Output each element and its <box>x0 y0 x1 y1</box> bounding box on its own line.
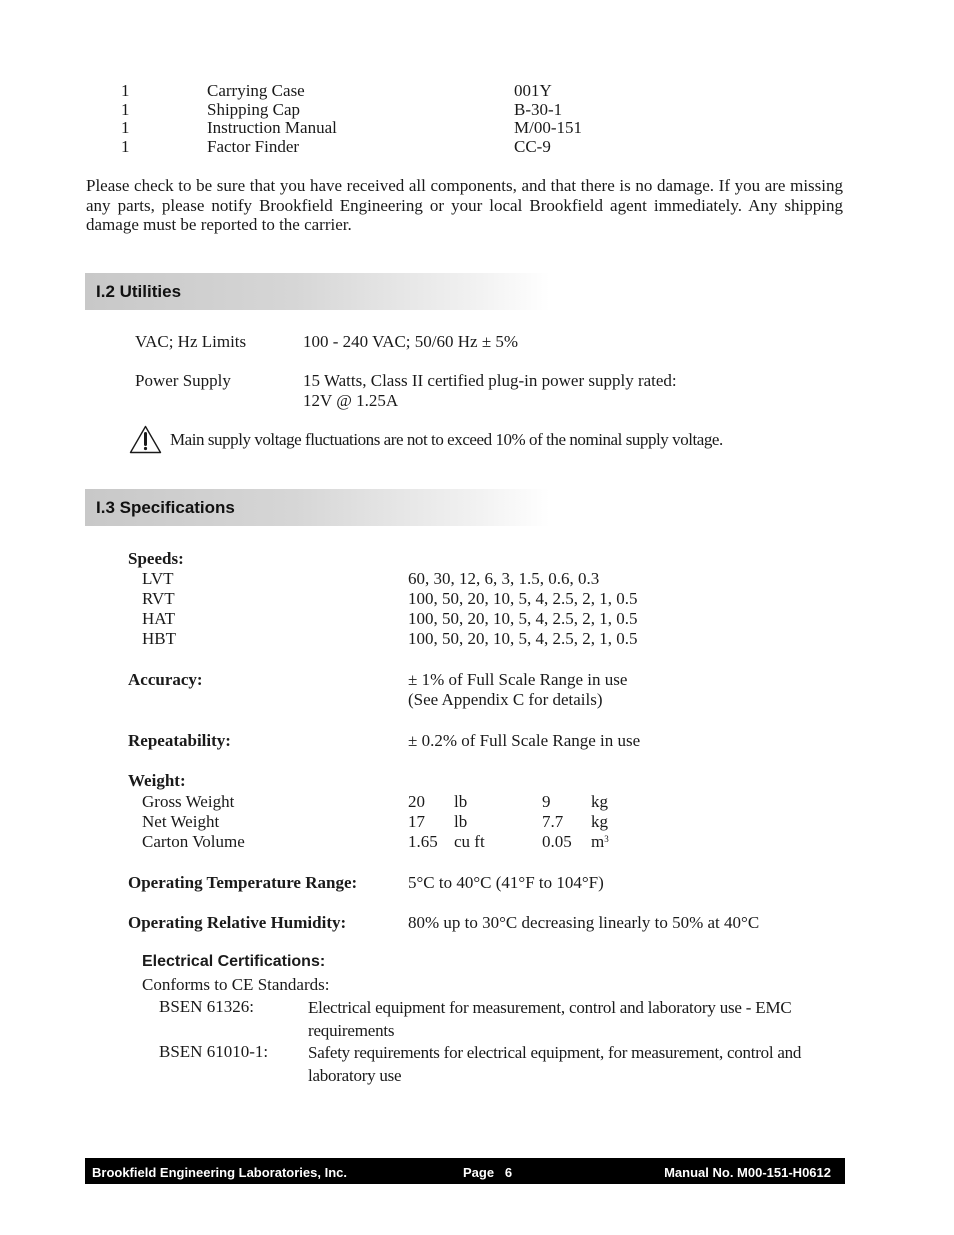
footer-manual-number: Manual No. M00-151-H0612 <box>664 1165 831 1180</box>
parts-number: CC-9 <box>514 137 551 156</box>
parts-name: Shipping Cap <box>207 100 301 119</box>
utility-value: 15 Watts, Class II certified plug-in power supply rated: <box>303 371 677 390</box>
weight-unit-imperial: lb <box>454 792 468 811</box>
humidity-value: 80% up to 30°C decreasing linearly to 50% at 40°C <box>408 913 760 932</box>
weight-name: Carton Volume <box>142 832 245 851</box>
unit-superscript: 3 <box>604 834 609 844</box>
standard-description: Safety requirements for electrical equipment, for measurement, control and laboratory use <box>308 1043 802 1085</box>
accuracy-value: ± 1% of Full Scale Range in use <box>408 670 628 689</box>
electrical-certifications-label: Electrical Certifications: <box>142 953 326 970</box>
standard-description: Electrical equipment for measurement, control and laboratory use - EMC requirements <box>308 998 792 1040</box>
parts-qty: 1 <box>121 100 130 119</box>
humidity-label: Operating Relative Humidity: <box>128 913 347 932</box>
weight-value-imperial: 20 <box>408 792 425 811</box>
repeatability-label: Repeatability: <box>128 731 231 750</box>
weight-unit-metric: kg <box>591 792 608 811</box>
weight-name: Gross Weight <box>142 792 235 811</box>
weight-value-metric: 7.7 <box>542 812 564 831</box>
page-footer <box>85 1158 845 1184</box>
weight-unit-metric: kg <box>591 812 608 831</box>
parts-name: Carrying Case <box>207 81 305 100</box>
speed-model: LVT <box>142 569 174 588</box>
conforms-text: Conforms to CE Standards: <box>142 975 330 994</box>
temperature-value: 5°C to 40°C (41°F to 104°F) <box>408 873 604 892</box>
weight-unit-base: m <box>591 832 605 851</box>
weight-value-imperial: 17 <box>408 812 425 831</box>
parts-name: Factor Finder <box>207 137 300 156</box>
standard-code: BSEN 61010-1: <box>159 1042 269 1061</box>
speed-model: HBT <box>142 629 176 648</box>
warning-triangle-icon <box>129 425 162 454</box>
check-paragraph: Please check to be sure that you have received all components, and that there is no damage. If you are missing any parts, please notify Brookfield Engineering or your local Brookfield agent immediately. Any shipping damage must be reported to the carrier. <box>86 176 843 234</box>
section-header-utilities <box>85 273 550 310</box>
standard-code: BSEN 61326: <box>159 997 254 1016</box>
footer-company: Brookfield Engineering Laboratories, Inc. <box>92 1165 347 1180</box>
utility-value: 100 - 240 VAC; 50/60 Hz ± 5% <box>303 332 519 351</box>
utility-label: VAC; Hz Limits <box>135 332 247 351</box>
weight-unit-imperial: cu ft <box>454 832 485 851</box>
section-title: I.3 Specifications <box>96 498 235 517</box>
weight-value-metric: 9 <box>542 792 551 811</box>
utility-label: Power Supply <box>135 371 231 390</box>
parts-qty: 1 <box>121 118 130 137</box>
parts-number: 001Y <box>514 81 552 100</box>
speed-model: HAT <box>142 609 176 628</box>
weight-label: Weight: <box>128 771 186 790</box>
parts-qty: 1 <box>121 81 130 100</box>
speed-values: 100, 50, 20, 10, 5, 4, 2.5, 2, 1, 0.5 <box>408 629 638 648</box>
speed-model: RVT <box>142 589 175 608</box>
parts-number: M/00-151 <box>514 118 582 137</box>
parts-name: Instruction Manual <box>207 118 337 137</box>
parts-number: B-30-1 <box>514 100 563 119</box>
weight-unit-imperial: lb <box>454 812 468 831</box>
speed-values: 100, 50, 20, 10, 5, 4, 2.5, 2, 1, 0.5 <box>408 589 638 608</box>
parts-qty: 1 <box>121 137 130 156</box>
weight-value-imperial: 1.65 <box>408 832 438 851</box>
warning-text: Main supply voltage fluctuations are not to exceed 10% of the nominal supply voltage. <box>170 430 723 449</box>
repeatability-value: ± 0.2% of Full Scale Range in use <box>408 731 641 750</box>
speed-values: 60, 30, 12, 6, 3, 1.5, 0.6, 0.3 <box>408 569 600 588</box>
accuracy-note: (See Appendix C for details) <box>408 690 603 709</box>
utility-value-continued: 12V @ 1.25A <box>303 391 399 410</box>
weight-unit-metric <box>591 832 609 852</box>
accuracy-label: Accuracy: <box>128 670 203 689</box>
weight-value-metric: 0.05 <box>542 832 572 851</box>
weight-name: Net Weight <box>142 812 220 831</box>
temperature-label: Operating Temperature Range: <box>128 873 358 892</box>
section-header-specifications <box>85 489 550 526</box>
speed-values: 100, 50, 20, 10, 5, 4, 2.5, 2, 1, 0.5 <box>408 609 638 628</box>
speeds-label: Speeds: <box>128 549 184 568</box>
footer-page-number: Page 6 <box>463 1165 513 1180</box>
section-title: I.2 Utilities <box>96 282 182 301</box>
